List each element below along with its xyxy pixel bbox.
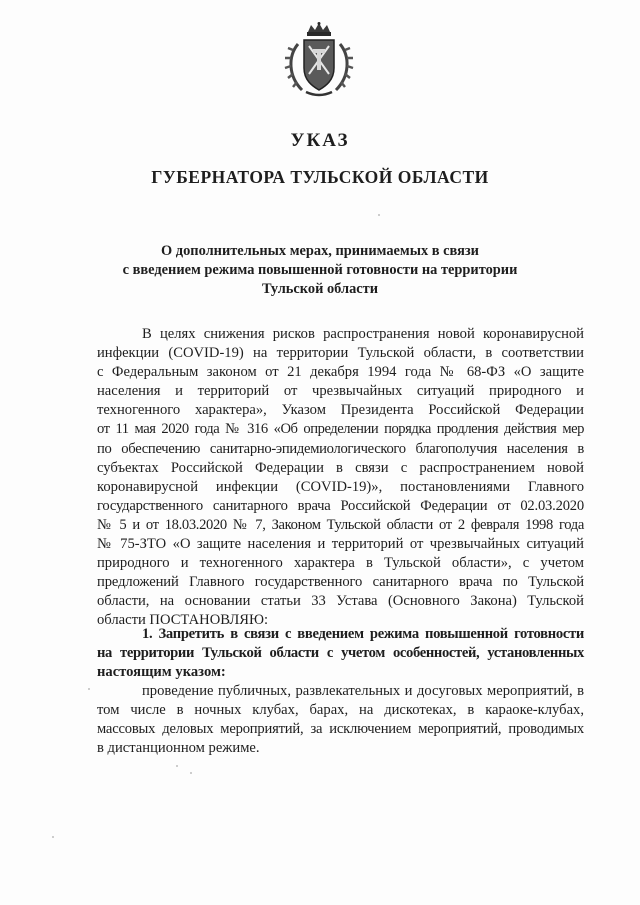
text-line: том числе в ночных клубах, барах, на дискотеках, в караоке-клубах,	[97, 702, 584, 719]
text-line: массовых деловых мероприятий, за исключением мероприятий, проводимых	[97, 721, 584, 738]
scan-speck	[176, 765, 178, 767]
text-line: № 75-ЗТО «О защите населения и территорий от чрезвычайных ситуаций	[97, 536, 584, 553]
text-line: с Федеральным законом от 21 декабря 1994 года № 68-ФЗ «О защите	[97, 364, 584, 381]
text-line: 1. Запретить в связи с введением режима повышенной готовности	[142, 626, 584, 642]
text-line: техногенного характера», Указом Президента Российской Федерации	[97, 402, 584, 419]
point-1-item	[97, 682, 584, 758]
preamble-paragraph	[97, 325, 584, 631]
text-line: области, на основании статьи 33 Устава (Основного Закона) Тульской	[97, 593, 584, 610]
text-line: по обеспечению санитарно-эпидемиологического благополучия населения в	[97, 440, 584, 457]
subject-line: О дополнительных мерах, принимаемых в связи	[161, 243, 479, 259]
text-line: природного и техногенного характера в Тульской области», с учетом	[97, 555, 584, 572]
text-line: населения и территорий от чрезвычайных ситуаций природного и	[97, 383, 584, 400]
text-line: государственного санитарного врача Российской Федерации от 02.03.2020	[97, 497, 584, 514]
text-line: на территории Тульской области с учетом особенностей, установленных	[97, 645, 584, 662]
text-line: № 5 и от 18.03.2020 № 7, Законом Тульской области от 2 февраля 1998 года	[97, 516, 584, 533]
issuer-title: ГУБЕРНАТОРА ТУЛЬСКОЙ ОБЛАСТИ	[151, 167, 489, 187]
scan-speck	[190, 772, 192, 774]
text-line: проведение публичных, развлекательных и досуговых мероприятий, в	[142, 683, 584, 699]
text-line: инфекции (COVID-19) на территории Тульской области, в соответствии	[97, 345, 584, 362]
text-line: субъектах Российской Федерации в связи с распространением новой	[97, 459, 584, 476]
text-line: коронавирусной инфекции (COVID-19)», постановлениями Главного	[97, 478, 584, 495]
document-subject	[110, 242, 530, 299]
subject-line: Тульской области	[261, 281, 379, 297]
text-line: от 11 мая 2020 года № 316 «Об определении порядка продления действия мер	[97, 421, 584, 438]
text-line: В целях снижения рисков распространения новой коронавирусной	[142, 326, 584, 342]
scan-speck	[52, 836, 54, 838]
scan-speck	[378, 214, 380, 216]
text-line: в дистанционном режиме.	[97, 740, 260, 757]
point-1-heading	[97, 625, 584, 682]
subject-line: с введением режима повышенной готовности на территории	[122, 262, 518, 278]
text-line: области ПОСТАНОВЛЯЮ:	[97, 612, 269, 629]
text-line: настоящим указом:	[97, 664, 226, 681]
scan-speck	[88, 688, 90, 690]
tula-coat-of-arms-icon	[284, 22, 354, 100]
document-type-title: УКАЗ	[290, 130, 350, 151]
text-line: предложений Главного государственного санитарного врача по Тульской	[97, 574, 584, 591]
